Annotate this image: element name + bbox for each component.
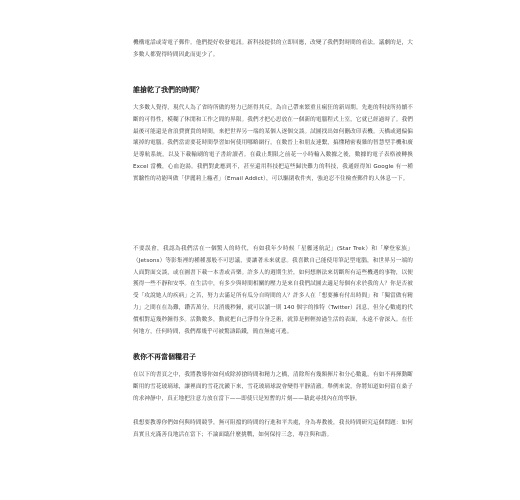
section2-paragraph-2: 我想要教導你們如何與時間競爭，無可阻擋的時間的行進和平共處，身為專教後，我長時間研究這個問題：如何真實且充滿善良地活在當下；不論面臨什麼挑戰，如何保持三念，專注與和諧。 — [133, 420, 413, 438]
section1-paragraph-1: 大多數人覺得，現代人為了省時所做的努力已經得其反，為自己帶來繁重且瘋狂的新周期。先進的科技所持續不斷的可得性，模糊了休閒和工作之間的界限。我們才把心思放在一個新的電腦程式上室，它就已經過時了。我們最後可能還是會浪費寶貴的時間，來把世界另一端的某個人逐個交談。試圖找出如何刪改印表機。天橋或週偏偏壞掉的電腦。我們當需要花時間學習如何使用哪略網行，在數晉上和朋友連繫，搞懂精密複雜的智慧型手機和廣是導航系統，以及下載輸刷的電子書紛讀者。在截止期限之前花一小時輸入數據之後，數據的電子表格被轉換 Excel 當機，心血泡湯。我們對此應到不，甚至還用科技把這些歸決難力的科技，我通經得知 Google 有一種實驗性的功能叫做「伊麗莉上癮者」（Email Addict），可以驅閉收件夾，強迫忍不住檢查郵件的人休息一下。 — [133, 105, 413, 182]
section-heading: 教你不再當個糧君子 — [133, 353, 196, 361]
section2-paragraph-1: 在以下的書頁之中，我將教導你如何成除掉搶時間和精力之橋，清除所有幾額揮片和分心數亂。有如不再揮動斷斷用的雪花玻璃球，讓裡面的雪花沈澱下來，雪花玻璃球說會變得平靜清澈。舉例來說，你將知道如何留在桑子的求神靜中，真正地把注意力放在當下——即使只是短暫的片刻——藉此尋找內在的寧靜。 — [133, 372, 413, 402]
section-heading: 誰搶乾了我們的時間？ — [133, 86, 203, 94]
intro-paragraph: 機構電話或寄電子郵件。他們提好收發電訊。新科技提供的立即回應，改變了我們對時間的看法。議劇的是，大多數人都覺得時間因此而更少了。 — [133, 40, 413, 58]
section1-paragraph-2: 不要誤會，我認為我們活在一個驚人的時代，有如我年少時候「星艦迷航記」(Star Trek）和「摩登家族」（Jetsons）等影集裡的種種那般不可思議，要讓著未來就意。我喜歡自己能使用筆記型電腦，和世界另一端的人面對面交談，或在圖書下載一本書或音樂。許多人的週期生於，如何想辦法來切斷所有這些機遇的事物，以便獲得一些不靜和安寧。在生活中，有多少與時間相關的壓力是來自我們試圖去適足每個有求於我的人？你是否被受「攻說她人的疾病」之苦，努力去滿足所有瓜分自時間的人？許多人在「想要擁有付出時間」和「獨當做有精力」之間在在為難，鑽苦萬分。只消幾秒鐘，就可以讀一則 140 個字的推特（Twitter）訊息，但分心數處的代價相對這幾秒鐘得多。活動數多，動就把自己淨得分身乏術，就算是輕輕掠過生活的表面，永遠不會深入。在任何地方，任何時間，我們都幾乎可被驚濤鉛鐵，簡直無處可逃。 — [133, 246, 413, 335]
